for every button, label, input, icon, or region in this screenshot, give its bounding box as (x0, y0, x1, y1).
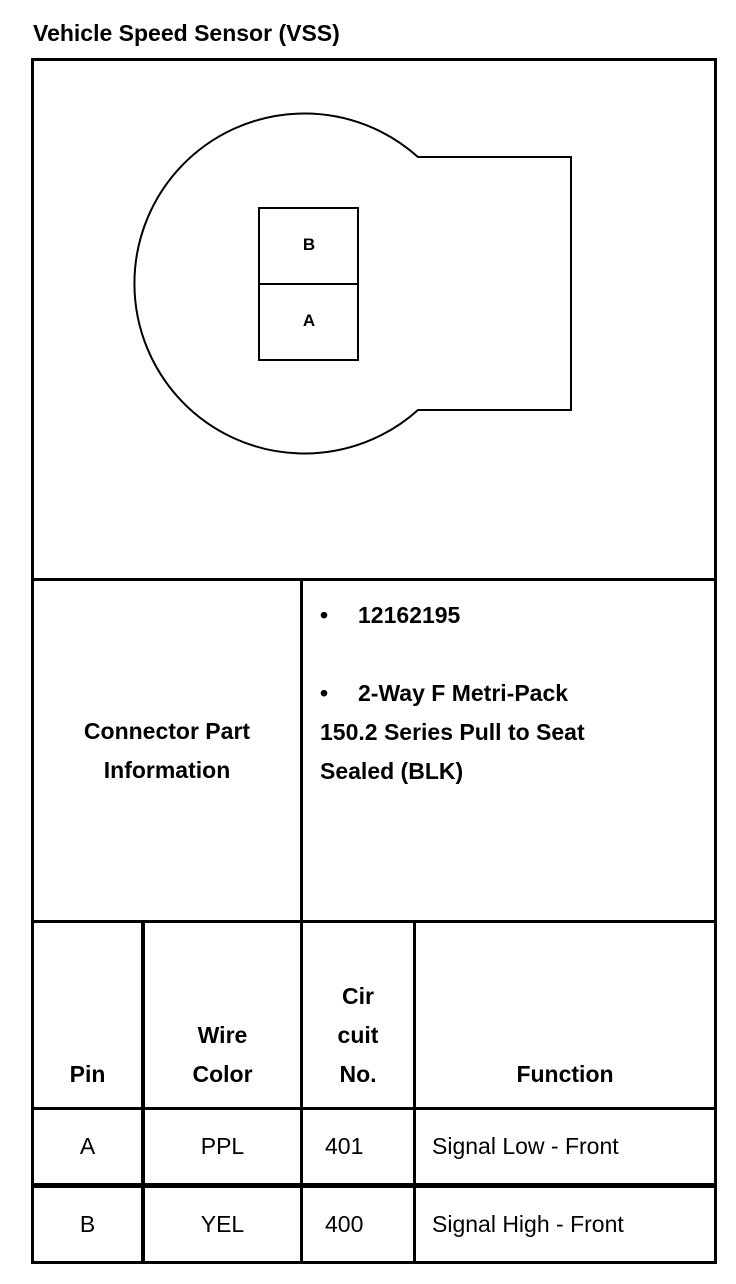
bullet-icon: • (320, 680, 329, 706)
description-line3: Sealed (BLK) (320, 758, 464, 784)
header-function-line1: Function (516, 1061, 614, 1087)
bullet-icon: • (320, 602, 329, 628)
connector-diagram (0, 0, 736, 580)
header-wire-color-line2: Color (192, 1061, 253, 1087)
table-row-b-wire-color: YEL (200, 1211, 245, 1237)
header-wire-color (145, 923, 300, 1107)
connector-info-label (34, 581, 300, 920)
table-row-a-circuit-no: 401 (325, 1133, 364, 1159)
header-circuit-no-line1: Cir (342, 983, 374, 1009)
table-row-b-function: Signal High - Front (432, 1211, 624, 1237)
header-circuit-no (303, 923, 413, 1107)
table-row-a-pin: A (79, 1133, 96, 1159)
table-row-a-function: Signal Low - Front (432, 1133, 619, 1159)
table-row-a-wire-color: PPL (200, 1133, 245, 1159)
header-circuit-no-line3: No. (339, 1061, 377, 1087)
description-line1: 2-Way F Metri-Pack (358, 680, 569, 706)
cavity-label-a: A (302, 311, 316, 330)
part-number-bullet (320, 596, 460, 635)
description-bullet (320, 674, 568, 713)
table-row-b-circuit-no: 400 (325, 1211, 364, 1237)
header-circuit-no-line2: cuit (337, 1022, 379, 1048)
table-row-b-pin: B (79, 1211, 96, 1237)
connector-info-label-line1: Connector Part (83, 717, 251, 744)
header-pin-line1: Pin (69, 1061, 106, 1087)
page-title: Vehicle Speed Sensor (VSS) (33, 20, 340, 46)
header-wire-color-line1: Wire (197, 1022, 248, 1048)
header-pin (34, 923, 141, 1107)
connector-info-label-line2: Information (103, 756, 231, 783)
description-line2: 150.2 Series Pull to Seat (320, 719, 585, 745)
header-function (416, 923, 714, 1107)
part-number: 12162195 (358, 602, 461, 628)
cavity-label-b: B (302, 235, 316, 254)
